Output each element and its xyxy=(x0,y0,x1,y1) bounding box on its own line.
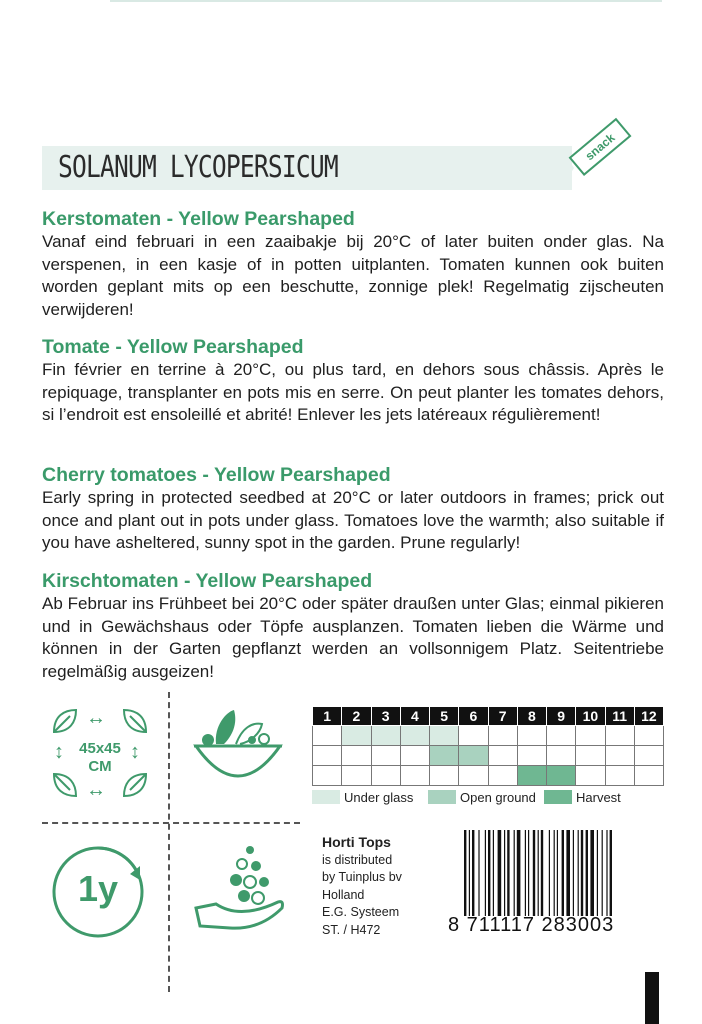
distributor-line: ST. / H472 xyxy=(322,922,381,937)
horizontal-arrow-icon: ↔ xyxy=(86,707,106,729)
section-text: Ab Februar ins Frühbeet bei 20°C oder später draußen unter Glas; einmal pikieren und in Gewächshaus oder Töpfe ausplanzen. Tomaten lieben die Wärme und können in der Garten gepflanzt werden an vollsonnigem Platz. Seitentriebe regelmäßig ausgeizen! xyxy=(42,594,664,681)
species-name: SOLANUM LYCOPERSICUM xyxy=(58,150,338,185)
salad-bowl-icon xyxy=(186,706,290,796)
month-label: 9 xyxy=(547,707,576,726)
barcode-bar xyxy=(504,830,505,916)
barcode-bar xyxy=(528,830,529,916)
legend-swatch xyxy=(544,790,572,804)
calendar-cell xyxy=(459,746,488,766)
calendar-cell xyxy=(342,766,371,786)
barcode-bar xyxy=(538,830,539,916)
section-text: Fin février en terrine à 20°C, ou plus tard, en dehors sous châssis. Après le repiquage, transplanter en pots mis en serre. On peut planter les tomates dehors, si l’endroit est ensoleillé et abrité! Enlever les jets latéreaux régulièrement! xyxy=(42,360,664,424)
legend-harvest xyxy=(544,790,621,806)
barcode-bar xyxy=(514,830,515,916)
legend-open-ground xyxy=(428,790,536,806)
calendar-row-harvest xyxy=(313,766,664,786)
barcode-bar xyxy=(557,830,558,916)
month-label: 4 xyxy=(400,707,429,726)
spacing-unit: CM xyxy=(88,758,112,775)
barcode-bar xyxy=(562,830,564,916)
barcode-bar xyxy=(602,830,603,916)
calendar-cell xyxy=(517,746,546,766)
month-label: 6 xyxy=(459,707,488,726)
section-text: Vanaf eind februari in een zaaibakje bij 20°C of later buiten onder glas. Na verspenen, in een kasje of in potten uitplanten. Tomaten kunnen ook buiten worden geplant mits op een beschutte, zonnige plek! Regelmatig zijscheuten verwijderen! xyxy=(42,232,664,319)
legend-label: Open ground xyxy=(460,790,536,805)
section-title: Cherry tomatoes - Yellow Pearshaped xyxy=(42,464,391,486)
title-band-tail xyxy=(560,146,574,190)
calendar-cell xyxy=(488,746,517,766)
barcode-bar xyxy=(549,830,550,916)
legend-swatch xyxy=(312,790,340,804)
calendar-cell xyxy=(634,726,663,746)
calendar-cell xyxy=(313,766,342,786)
section-dutch xyxy=(42,208,664,321)
barcode-bar xyxy=(525,830,526,916)
month-label: 7 xyxy=(488,707,517,726)
hand-with-seeds-icon xyxy=(190,840,294,936)
calendar-cell xyxy=(430,766,459,786)
month-label: 11 xyxy=(605,707,634,726)
barcode-bar xyxy=(493,830,494,916)
barcode-bar xyxy=(507,830,509,916)
barcode-bar xyxy=(488,830,490,916)
calendar-cell xyxy=(430,726,459,746)
snack-badge: snack xyxy=(569,118,632,176)
calendar-cell xyxy=(547,746,576,766)
lifecycle-label: 1y xyxy=(77,868,119,909)
calendar-row-open-ground xyxy=(313,746,664,766)
legend-under-glass xyxy=(312,790,413,806)
section-english xyxy=(42,464,664,555)
calendar-cell xyxy=(313,726,342,746)
barcode-bar xyxy=(590,830,594,916)
leaf-icon xyxy=(50,706,80,736)
barcode-bar xyxy=(586,830,588,916)
barcode-digits: 8 711117 283003 xyxy=(448,914,615,936)
barcode-bar xyxy=(517,830,521,916)
leaf-icon xyxy=(120,706,150,736)
calendar-cell xyxy=(605,746,634,766)
calendar-cell xyxy=(576,726,605,746)
calendar-cell xyxy=(488,726,517,746)
calendar-cell xyxy=(400,746,429,766)
barcode-bar xyxy=(573,830,574,916)
barcode-bar xyxy=(498,830,502,916)
barcode-bar xyxy=(485,830,486,916)
section-title: Kirschtomaten - Yellow Pearshaped xyxy=(42,570,373,592)
distributor-line: is distributed xyxy=(322,852,393,867)
barcode-bar xyxy=(472,830,474,916)
barcode-bar xyxy=(606,830,607,916)
distributor-line: Holland xyxy=(322,887,365,902)
section-text: Early spring in protected seedbed at 20°C or later outdoors in frames; prick out once and plant out in pots under glass. Tomatoes love the warmth; also suitable if you have asheltered, sunny spot in the garden. Prune regularly! xyxy=(42,488,664,552)
barcode-bar xyxy=(464,830,466,916)
barcode-bar xyxy=(554,830,555,916)
barcode-bar xyxy=(469,830,470,916)
calendar-cell xyxy=(605,726,634,746)
calendar-cell xyxy=(576,766,605,786)
calendar-cell xyxy=(547,726,576,746)
calendar-cell xyxy=(371,726,400,746)
calendar-cell xyxy=(371,766,400,786)
calendar-month-header xyxy=(313,707,664,726)
calendar-cell xyxy=(313,746,342,766)
calendar-cell xyxy=(517,726,546,746)
calendar-cell xyxy=(430,746,459,766)
calendar-cell xyxy=(342,726,371,746)
barcode-bar xyxy=(610,830,612,916)
month-label: 10 xyxy=(576,707,605,726)
legend-label: Under glass xyxy=(344,790,414,805)
legend-swatch xyxy=(428,790,456,804)
vertical-arrow-icon: ↕ xyxy=(130,741,140,763)
calendar-cell xyxy=(459,726,488,746)
section-title: Kerstomaten - Yellow Pearshaped xyxy=(42,208,355,230)
calendar-cell xyxy=(576,746,605,766)
barcode xyxy=(462,830,662,916)
print-mark xyxy=(645,972,659,1024)
month-label: 2 xyxy=(342,707,371,726)
barcode-bar xyxy=(478,830,479,916)
vertical-arrow-icon: ↕ xyxy=(54,741,64,763)
barcode-bar xyxy=(541,830,543,916)
barcode-bar xyxy=(566,830,570,916)
calendar-cell xyxy=(400,726,429,746)
spacing-value: 45x45 xyxy=(79,740,121,757)
calendar-cell xyxy=(605,766,634,786)
barcode-bar xyxy=(597,830,598,916)
month-label: 3 xyxy=(371,707,400,726)
section-french xyxy=(42,336,664,427)
month-label: 1 xyxy=(313,707,342,726)
calendar-row-under-glass xyxy=(313,726,664,746)
calendar-cell xyxy=(400,766,429,786)
section-german xyxy=(42,570,664,683)
icon-divider-vertical xyxy=(168,692,170,992)
calendar-cell xyxy=(342,746,371,766)
calendar-cell xyxy=(634,746,663,766)
calendar-cell xyxy=(371,746,400,766)
month-label: 12 xyxy=(634,707,663,726)
calendar-cell xyxy=(517,766,546,786)
calendar-cell xyxy=(488,766,517,786)
month-label: 5 xyxy=(430,707,459,726)
legend-label: Harvest xyxy=(576,790,621,805)
icon-divider-horizontal xyxy=(42,822,300,824)
month-label: 8 xyxy=(517,707,546,726)
distributor-line: by Tuinplus bv xyxy=(322,870,402,884)
barcode-bar xyxy=(533,830,535,916)
calendar-cell xyxy=(547,766,576,786)
barcode-bar xyxy=(578,830,579,916)
distributor-info xyxy=(322,834,402,939)
barcode-bar xyxy=(581,830,583,916)
sowing-calendar xyxy=(312,706,664,786)
section-title: Tomate - Yellow Pearshaped xyxy=(42,336,304,358)
brand-name: Horti Tops xyxy=(322,834,391,850)
calendar-cell xyxy=(634,766,663,786)
horizontal-arrow-icon: ↔ xyxy=(86,779,106,801)
distributor-line: E.G. Systeem xyxy=(322,905,400,919)
spacing-label xyxy=(72,740,128,776)
top-rule xyxy=(110,0,662,2)
calendar-cell xyxy=(459,766,488,786)
